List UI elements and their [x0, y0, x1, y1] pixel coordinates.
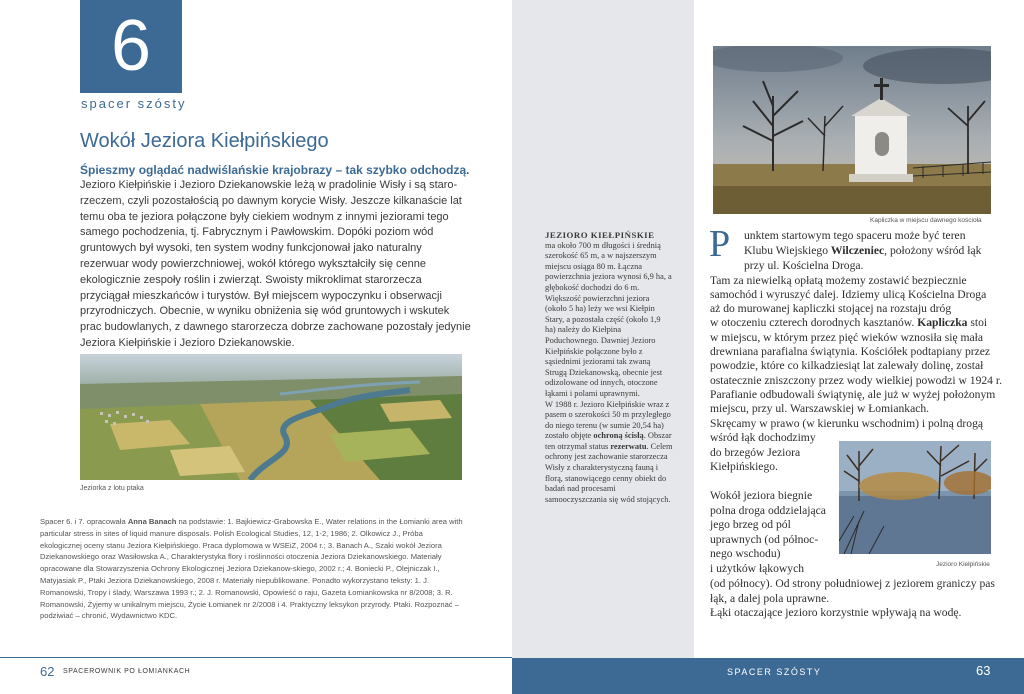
- body-line: Parafianie odbudowali świątynię, ale już w wyżej położonym: [710, 388, 996, 401]
- sources-author: Anna Banach: [127, 517, 177, 526]
- body-text: Klubu Wiejskiego: [744, 244, 831, 257]
- aerial-lakes-photo: [80, 354, 462, 480]
- footer-rule: [0, 657, 512, 658]
- body-text: w otoczeniu czterech dorodnych kasztanów.: [710, 316, 918, 329]
- sidebar-text: W 1988 r. Jezioro Kiełpińskie wraz z pasem o szerokości 50 m przyległego do niego terenu (w sumie 20,54 ha) zostało objęte: [545, 399, 671, 441]
- intro-paragraph: Jezioro Kiełpińskie i Jezioro Dziekanowskie leżą w pradolinie Wisły i są staro-rzeczem, czyli pozostałością po dawnym korycie Wisły. Jeszcze kilkanaście lat temu oba te jeziora połączone były ciekiem wodnym z innymi jeziorami tego samego pochodzenia, tj. Fabrycznym i Pawłowskim. Dopóki poziom wód gruntowych był wysoki, ten system wodny funkcjonował jako naturalny rezerwuar wody powierzchniowej, wokół którego wykształciły się cenne ekologicznie zespoły roślin i zwierząt. Swoisty mikroklimat starorzecza przyciągał mieszkańców i turystów. Był miejscem wypoczynku i obserwacji przyrodniczych. Obecnie, w wyniku obniżenia się wód gruntowych i wskutek prac budowlanych, z dawnego starorzecza dobrze zachowane pozostały jedynie Jeziora Kiełpińskie i Jezioro Dziekanowskie.: [80, 179, 471, 349]
- sources-note: [40, 516, 464, 622]
- chapter-title: Wokół Jeziora Kiełpińskiego: [80, 130, 329, 152]
- lake-photo-caption: Jezioro Kiełpińskie: [936, 561, 990, 568]
- body-line: samochód i wyruszyć dalej. Idziemy ulicą Kościelna Droga: [710, 288, 987, 301]
- chapel-photo: [713, 46, 991, 214]
- body-line: ostatecznie zniszczony przez wody wielkiej powodzi w 1924 r.: [710, 374, 1003, 387]
- body-line: Kiełpińskiego.: [710, 460, 778, 473]
- body-line: miejscu, przy ul. Warszawskiej w Łomiankach.: [710, 402, 930, 415]
- body-line: [710, 316, 987, 331]
- club-name: Wilczeniec: [830, 244, 885, 257]
- body-line: aż do murowanej kapliczki stojącej na rozstaju dróg: [710, 302, 952, 315]
- body-line: i użytków łąkowych: [710, 562, 805, 575]
- sidebar-text: . Obszar ten otrzymał status: [545, 431, 672, 451]
- body-line: Tam za niewielką opłatą możemy zostawić bezpiecznie: [710, 274, 967, 287]
- aerial-photo-caption: Jeziorka z lotu ptaka: [80, 485, 144, 492]
- body-line: polna droga oddzielająca: [710, 504, 826, 517]
- body-text: stoi: [967, 316, 988, 329]
- sidebar-paragraph-2: [545, 400, 673, 506]
- book-title: SPACEROWNIK PO ŁOMIANKACH: [63, 668, 191, 675]
- sidebar-title: JEZIORO KIEŁPIŃSKIE: [545, 230, 655, 240]
- body-line: drewniana parafialna świątynia. Kościółek podtapiany przez: [710, 345, 991, 358]
- chapter-number: 6: [110, 6, 152, 86]
- sidebar-paragraph-1: ma około 700 m długości i średnią szerokość 65 m, a w najszerszym miejscu osiąga 80 m. Łączna powierzchnia jeziora wynosi 6,9 ha, a głębokość dochodzi do 6 m. Większość powierzchni jeziora (około 5 ha) leży we wsi Kiełpin Stary, a pozostała część (około 1,9 ha) należy do Kiełpina Poduchownego. Dawniej Jezioro Kiełpińskie połączone było z sąsiednimi jeziorami tak zwaną Strugą Dziekanowską, obecnie jest odizolowane od innych, otoczone łąkami i polami uprawnymi.: [545, 240, 672, 398]
- body-line: łąk, a dalej pola uprawne.: [710, 592, 830, 605]
- body-line: Łąki otaczające jezioro korzystnie wpływają na wodę.: [710, 606, 962, 619]
- sidebar-bold-term: ochroną ścisłą: [593, 431, 644, 441]
- chapel-term: Kapliczka: [917, 316, 968, 329]
- chapel-photo-caption: Kapliczka w miejscu dawnego kościoła: [870, 217, 982, 224]
- body-line: [744, 244, 981, 259]
- body-text: , położony wśród łąk: [884, 244, 982, 257]
- body-line: Wokół jeziora biegnie: [710, 489, 813, 502]
- body-line: unktem startowym tego spaceru może być teren: [744, 229, 966, 242]
- sources-text: na podstawie: 1. Bajkiewicz-Grabowska E., Water relations in the Łomianki area with particular stress in sites of liquid manure disposals. Polish Ecological Studies, 12, 1-2, 1986; 2. Olkowicz J., Próba ekologicznej oceny stanu Jeziora Kiełpińskiego. Praca dyplomowa w WSEiZ, 2004 r.; 3. Banach A., Szaki wokół Jeziora Dziekanowskiego oraz Wasiłowska A., Charakterystyka flory i roślinności otoczenia Jeziora Dziekanowskiego. Materiały opracowane dla Stowarzyszenia Ochrony Ekologicznej Jeziora Dziekanow-skiego, 2002 r.; 4. Boniecki P., Olejniczak I., Matyjasiak P., Ptaki Jeziora Dziekanowskiego, 2008 r. Materiały niepublikowane. Ponadto wykorzystano teksty: 1. J. Romanowski, Tropy i ślady, Warszawa 1993 r.; 2. J. Romanowski, Opowieść o raju, Gazeta Łomiankowska nr 8/2008; 3. R. Romanowski, Żyjemy w unikalnym miejscu, Życie Łomianek nr 2/2008 i 4. Praktyczny leksykon przyrody. Ptaki. Rozpoznać – podziwiać – chronić, Wydawnictwo KDC.: [40, 517, 463, 621]
- body-line: nego wschodu): [710, 547, 781, 560]
- left-page-number: 62: [40, 664, 55, 679]
- chapter-number-box: [80, 0, 182, 93]
- lake-photo: [839, 441, 991, 554]
- lake-facts-sidebar: [545, 230, 673, 505]
- body-line: wśród łąk dochodzimy: [710, 431, 816, 444]
- sidebar-text: . Celem ochrony jest zachowanie starorzecza Wisły z charakterystyczną fauną i florą, stanowiącego cenny obiekt do badań nad procesami samooczyszczania się wód stojących.: [545, 441, 673, 504]
- body-line: Skręcamy w prawo (w kierunku wschodnim) i polną drogą: [710, 417, 984, 430]
- body-line: do brzegów Jeziora: [710, 446, 801, 459]
- body-line: uprawnych (od północ-: [710, 533, 819, 546]
- sidebar-bold-term: rezerwatu: [610, 441, 647, 451]
- body-line: w miejscu, w którym przez pięć wieków wznosiła się mała: [710, 331, 984, 344]
- right-page-number: 63: [976, 663, 991, 678]
- lead-sentence: Śpieszmy oglądać nadwiślańskie krajobrazy – tak szybko odchodzą.: [80, 163, 470, 177]
- walk-title: SPACER SZÓSTY: [727, 667, 822, 677]
- drop-cap: P: [709, 223, 731, 265]
- body-line: powodzie, które co kilkadziesiąt lat zalewały dolinę, został: [710, 359, 984, 372]
- body-line: (od północy). Od strony południowej z jeziorem graniczy pas: [710, 577, 995, 590]
- body-line: przy ul. Kościelna Droga.: [744, 259, 864, 272]
- sources-prefix: Spacer 6. i 7. opracowała: [40, 517, 128, 526]
- walk-label: spacer szósty: [81, 96, 187, 111]
- body-line: jego brzeg od pól: [710, 518, 791, 531]
